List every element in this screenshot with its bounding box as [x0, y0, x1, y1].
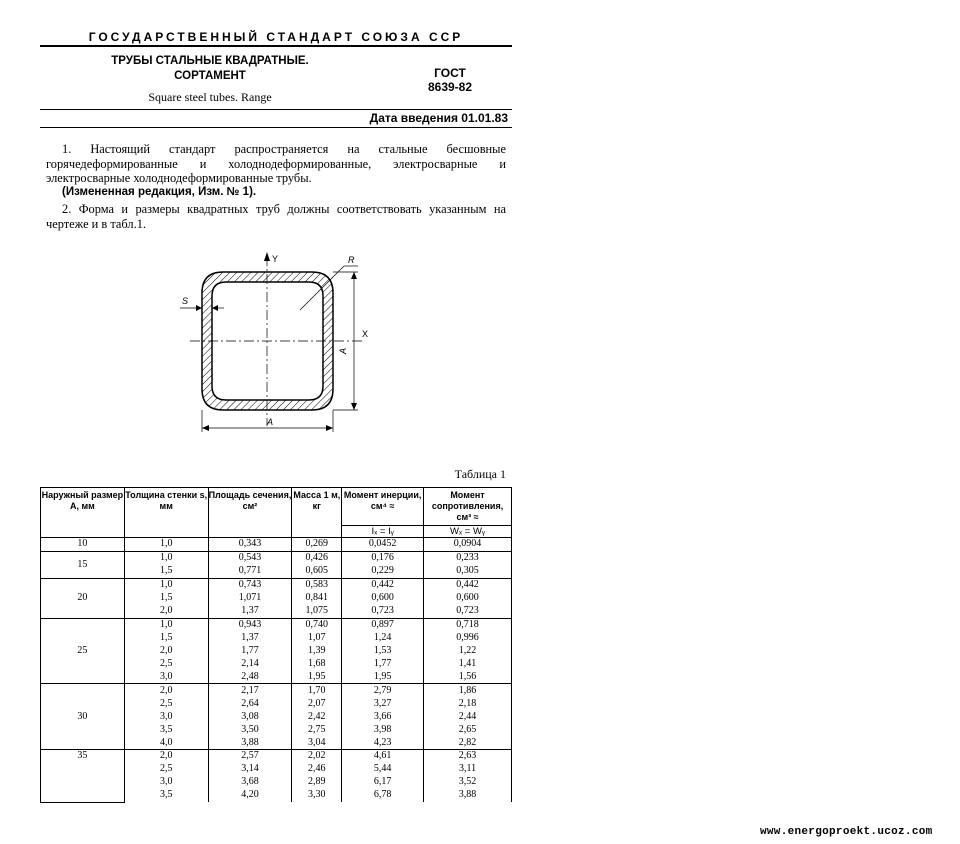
s-arrow-left — [196, 305, 202, 311]
cell-modulus: 0,0904 — [424, 538, 512, 552]
col-header-mass: Масса 1 м, кг — [292, 488, 342, 538]
col-subheader-inertia: Iₓ = Iᵧ — [342, 526, 424, 538]
cell-area: 4,20 — [208, 789, 292, 802]
cell-inertia: 0,723 — [342, 605, 424, 618]
cell-mass: 0,841 — [292, 592, 342, 605]
watermark: www.energoproekt.ucoz.com — [760, 826, 933, 838]
cell-mass: 1,68 — [292, 657, 342, 670]
title-line-1: ТРУБЫ СТАЛЬНЫЕ КВАДРАТНЫЕ. — [111, 55, 309, 67]
side-arrow-bottom — [351, 403, 357, 410]
cell-area: 3,08 — [208, 710, 292, 723]
label-a-bottom: A — [267, 417, 274, 427]
table-caption: Таблица 1 — [454, 467, 506, 481]
cell-mass: 0,426 — [292, 551, 342, 564]
cell-area: 0,543 — [208, 551, 292, 564]
cell-modulus: 2,63 — [424, 750, 512, 763]
table-row — [41, 578, 512, 591]
document-title-en: Square steel tubes. Range — [148, 90, 272, 104]
cell-inertia: 0,442 — [342, 578, 424, 591]
cell-mass: 1,075 — [292, 605, 342, 618]
col-header-size: Наружный размер А, мм — [41, 488, 125, 538]
cell-wall: 2,0 — [124, 605, 208, 618]
cell-wall: 3,5 — [124, 723, 208, 736]
cell-inertia: 0,897 — [342, 618, 424, 631]
header-rule-top — [40, 45, 512, 47]
cell-inertia: 4,61 — [342, 750, 424, 763]
cell-size: 20 — [41, 578, 125, 618]
size-group — [41, 750, 512, 803]
cell-wall: 2,5 — [124, 763, 208, 776]
cell-area: 0,343 — [208, 538, 292, 552]
cell-mass: 2,89 — [292, 776, 342, 789]
cell-mass: 2,07 — [292, 697, 342, 710]
cell-modulus: 1,22 — [424, 645, 512, 658]
cell-wall: 2,5 — [124, 697, 208, 710]
cell-modulus: 0,718 — [424, 618, 512, 631]
cell-mass: 0,583 — [292, 578, 342, 591]
size-group — [41, 538, 512, 552]
label-r: R — [348, 255, 355, 265]
cell-modulus: 1,56 — [424, 670, 512, 683]
cell-mass: 1,95 — [292, 670, 342, 683]
cell-size: 35 — [41, 750, 125, 802]
cell-inertia: 6,78 — [342, 789, 424, 802]
col-header-inertia: Момент инерции, см⁴ ≈ — [342, 488, 424, 526]
cell-mass: 1,39 — [292, 645, 342, 658]
cell-wall: 2,0 — [124, 750, 208, 763]
size-group — [41, 618, 512, 684]
cell-wall: 2,5 — [124, 657, 208, 670]
cell-inertia: 4,23 — [342, 736, 424, 749]
cell-size: 30 — [41, 684, 125, 750]
cell-modulus: 1,41 — [424, 657, 512, 670]
cell-area: 2,14 — [208, 657, 292, 670]
y-axis-arrow — [264, 252, 270, 261]
cell-inertia: 1,24 — [342, 632, 424, 645]
edition-note: (Измененная редакция, Изм. № 1). — [62, 186, 257, 198]
cell-area: 2,64 — [208, 697, 292, 710]
table-bottom-border — [41, 802, 512, 803]
range-table — [40, 487, 512, 803]
cell-inertia: 1,53 — [342, 645, 424, 658]
org-title: ГОСУДАРСТВЕННЫЙ СТАНДАРТ СОЮЗА ССР — [88, 30, 464, 44]
cell-modulus: 0,600 — [424, 592, 512, 605]
cell-inertia: 5,44 — [342, 763, 424, 776]
cell-modulus: 2,82 — [424, 736, 512, 749]
paragraph-1-text: 1. Настоящий стандарт распространяется на стальные бесшовные горячедеформированные и холоднодеформированные, электросварные и электросварные холоднодеформированные трубы. — [46, 142, 506, 185]
cell-area: 0,743 — [208, 578, 292, 591]
cell-wall: 1,0 — [124, 551, 208, 564]
cell-inertia: 0,600 — [342, 592, 424, 605]
cell-modulus: 2,44 — [424, 710, 512, 723]
tube-cross-section-drawing — [176, 248, 376, 438]
cell-inertia: 3,98 — [342, 723, 424, 736]
cell-modulus: 3,11 — [424, 763, 512, 776]
cell-mass: 0,605 — [292, 565, 342, 578]
cell-wall: 1,0 — [124, 538, 208, 552]
cell-mass: 3,04 — [292, 736, 342, 749]
cell-wall: 4,0 — [124, 736, 208, 749]
cell-area: 0,943 — [208, 618, 292, 631]
cell-wall: 3,5 — [124, 789, 208, 802]
col-header-area: Площадь сечения, см² — [208, 488, 292, 538]
cell-size: 15 — [41, 551, 125, 578]
size-group — [41, 578, 512, 618]
cell-area: 2,57 — [208, 750, 292, 763]
cell-modulus: 2,18 — [424, 697, 512, 710]
cell-wall: 2,0 — [124, 645, 208, 658]
cell-wall: 1,0 — [124, 618, 208, 631]
s-arrow-right — [212, 305, 218, 311]
cell-inertia: 6,17 — [342, 776, 424, 789]
cell-wall: 1,5 — [124, 632, 208, 645]
gost-designation — [420, 66, 480, 94]
cell-inertia: 0,176 — [342, 551, 424, 564]
gost-number: 8639-82 — [427, 80, 473, 94]
cell-area: 1,071 — [208, 592, 292, 605]
bottom-arrow-right — [326, 425, 333, 431]
header-rule-bottom — [40, 109, 512, 110]
cell-area: 3,14 — [208, 763, 292, 776]
cell-modulus: 0,996 — [424, 632, 512, 645]
cell-inertia: 0,229 — [342, 565, 424, 578]
cell-mass: 2,42 — [292, 710, 342, 723]
col-header-wall: Толщина стенки s, мм — [124, 488, 208, 538]
cell-wall: 3,0 — [124, 710, 208, 723]
cell-area: 3,88 — [208, 736, 292, 749]
size-group — [41, 551, 512, 578]
cell-inertia: 3,27 — [342, 697, 424, 710]
cell-wall: 2,0 — [124, 684, 208, 697]
cell-area: 1,37 — [208, 605, 292, 618]
label-s: S — [182, 296, 189, 306]
introduction-date: Дата введения 01.01.83 — [369, 111, 508, 125]
col-header-modulus: Момент сопротивления, см³ ≈ — [424, 488, 512, 526]
cell-mass: 1,70 — [292, 684, 342, 697]
cell-mass: 2,75 — [292, 723, 342, 736]
cell-area: 3,50 — [208, 723, 292, 736]
cell-mass: 0,740 — [292, 618, 342, 631]
cell-modulus: 1,86 — [424, 684, 512, 697]
cell-area: 2,17 — [208, 684, 292, 697]
table-row — [41, 618, 512, 631]
table-row — [41, 684, 512, 697]
cell-inertia: 0,0452 — [342, 538, 424, 552]
cell-modulus: 3,52 — [424, 776, 512, 789]
cell-inertia: 3,66 — [342, 710, 424, 723]
document-title — [60, 54, 360, 84]
cell-modulus: 0,723 — [424, 605, 512, 618]
cell-mass: 0,269 — [292, 538, 342, 552]
title-line-2: СОРТАМЕНТ — [174, 70, 246, 82]
label-a-side: A — [338, 347, 348, 354]
paragraph-2-text: 2. Форма и размеры квадратных труб должны соответствовать указанным на чертеже и в табл.1. — [46, 202, 506, 231]
col-subheader-modulus: Wₓ = Wᵧ — [424, 526, 512, 538]
cell-area: 2,48 — [208, 670, 292, 683]
cell-wall: 3,0 — [124, 776, 208, 789]
label-x: X — [362, 329, 369, 339]
cell-wall: 1,5 — [124, 592, 208, 605]
cell-mass: 3,30 — [292, 789, 342, 802]
cell-modulus: 3,88 — [424, 789, 512, 802]
cell-wall: 3,0 — [124, 670, 208, 683]
cell-modulus: 0,233 — [424, 551, 512, 564]
date-rule — [40, 127, 512, 128]
cell-modulus: 2,65 — [424, 723, 512, 736]
label-y: Y — [272, 254, 279, 264]
cell-mass: 2,46 — [292, 763, 342, 776]
cell-size: 25 — [41, 618, 125, 684]
table-row — [41, 551, 512, 564]
cell-area: 3,68 — [208, 776, 292, 789]
cell-area: 1,77 — [208, 645, 292, 658]
cell-area: 0,771 — [208, 565, 292, 578]
cell-mass: 1,07 — [292, 632, 342, 645]
table-row — [41, 538, 512, 552]
cell-inertia: 1,77 — [342, 657, 424, 670]
side-arrow-top — [351, 272, 357, 279]
cell-area: 1,37 — [208, 632, 292, 645]
cell-mass: 2,02 — [292, 750, 342, 763]
size-group — [41, 684, 512, 750]
table-row — [41, 750, 512, 763]
paragraph-1 — [46, 142, 506, 186]
cell-wall: 1,5 — [124, 565, 208, 578]
gost-label: ГОСТ — [434, 66, 466, 80]
bottom-arrow-left — [202, 425, 209, 431]
cell-modulus: 0,305 — [424, 565, 512, 578]
cell-inertia: 1,95 — [342, 670, 424, 683]
cell-modulus: 0,442 — [424, 578, 512, 591]
cell-inertia: 2,79 — [342, 684, 424, 697]
cell-size: 10 — [41, 538, 125, 552]
table-header — [41, 488, 512, 538]
paragraph-2 — [46, 202, 506, 231]
cell-wall: 1,0 — [124, 578, 208, 591]
